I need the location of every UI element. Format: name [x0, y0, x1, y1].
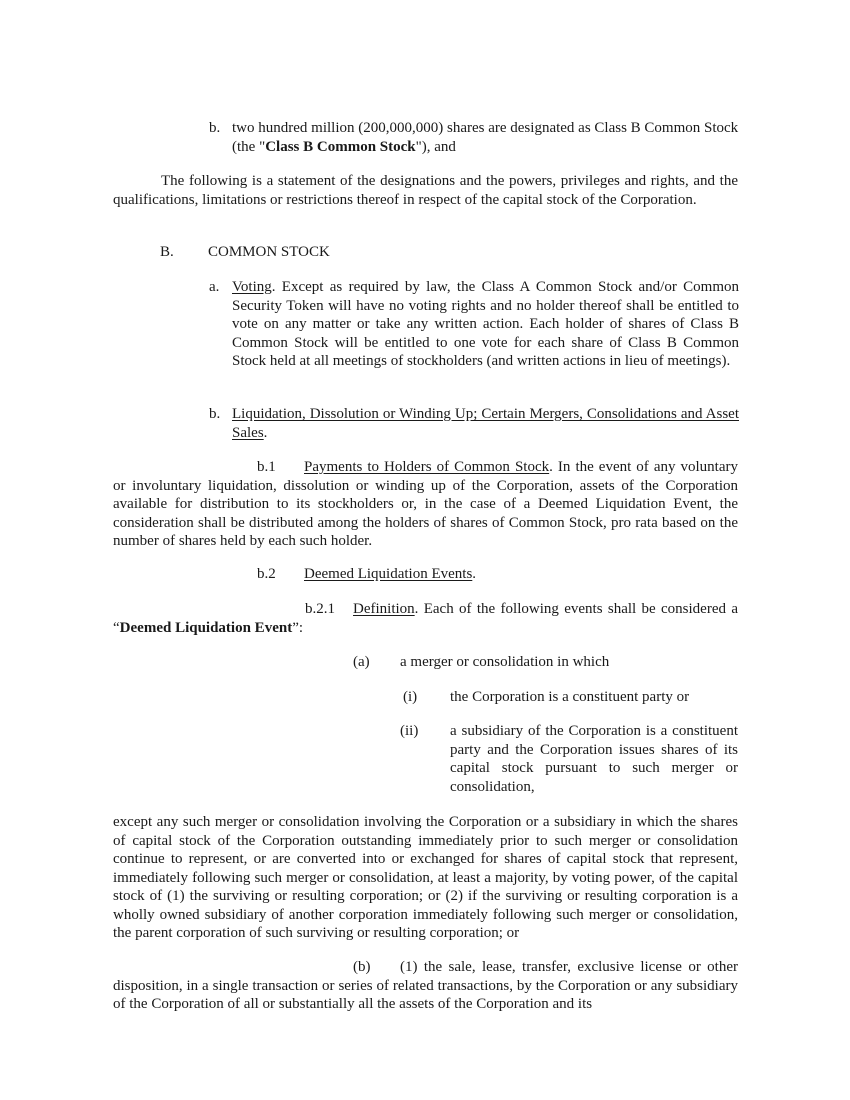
defined-term: Class B Common Stock — [265, 138, 416, 155]
section-heading — [160, 243, 330, 262]
deemed-events-heading: b.2 Deemed Liquidation Events. — [257, 566, 477, 582]
subitem-marker: (a) — [353, 654, 370, 670]
voting-item: a. Voting. Except as required by law, the Class A Common Stock and/or Common Security Token will have no voting rights and no holder thereof shall be entitled to vote on any matter or take any written action. Each holder of shares of Class B Common Stock will be entitled to one vote for each share of Class B Common Stock held at all meetings of stockholders (and written actions in lieu of meetings). — [209, 279, 739, 369]
payments-heading: Payments to Holders of Common Stock — [304, 459, 550, 475]
clause-number: b.2.1 — [305, 601, 335, 617]
item-marker: b. — [209, 406, 221, 422]
subitem-b-paragraph: (b) (1) the sale, lease, transfer, exclusive license or other disposition, in a single transaction or series of related transactions, by the Corporation or any subsidiary of the Corporation of all or substantially all the assets of the Corporation and its — [113, 959, 738, 1012]
definition-paragraph: b.2.1 Definition. Each of the following events shall be considered a “Deemed Liquidation Event”: — [113, 601, 738, 636]
deemed-heading: Deemed Liquidation Events — [304, 566, 473, 582]
definition-heading: Definition — [353, 601, 415, 617]
clause-number: b.1 — [257, 459, 276, 475]
except-paragraph: except any such merger or consolidation involving the Corporation or a subsidiary in which the shares of capital stock of the Corporation outstanding immediately prior to such merger or consolidation continue to represent, or are converted into or exchanged for shares of capital stock that represent, immediately following such merger or consolidation, at least a majority, by voting power, of the capital stock of (1) the surviving or resulting corporation; or (2) if the surviving or resulting corporation is a wholly owned subsidiary of another corporation immediately following such merger or consolidation, the parent corporation of such surviving or resulting corporation; or — [113, 814, 738, 941]
subitem-marker: (b) — [353, 959, 371, 975]
item-marker: b. — [209, 120, 221, 136]
section-letter: B. — [160, 244, 174, 260]
liquidation-item: b. Liquidation, Dissolution or Winding Up; Certain Mergers, Consolidations and Asset Sales. — [209, 406, 739, 441]
subitem-ii: (ii) a subsidiary of the Corporation is a constituent party and the Corporation issues shares of its capital stock pursuant to such merger or consolidation, — [400, 723, 738, 795]
subitem-i: (i) the Corporation is a constituent party or — [403, 689, 690, 705]
class-b-item: b. two hundred million (200,000,000) shares are designated as Class B Common Stock (the "Class B Common Stock"), and — [209, 120, 739, 155]
section-title: COMMON STOCK — [208, 244, 330, 260]
subitem-marker: (ii) — [400, 723, 419, 739]
liquidation-heading: Liquidation, Dissolution or Winding Up; Certain Mergers, Consolidations and Asset Sales — [232, 406, 739, 441]
voting-heading: Voting — [232, 279, 272, 295]
subitem-marker: (i) — [403, 689, 418, 705]
subitem-a: (a) a merger or consolidation in which — [353, 654, 610, 670]
payments-paragraph: b.1 Payments to Holders of Common Stock. In the event of any voluntary or involuntary liquidation, dissolution or winding up of the Corporation, assets of the Corporation available for distribution to its stockholders or, in the case of a Deemed Liquidation Event, the consideration shall be distributed among the holders of shares of Common Stock, pro rata based on the number of shares held by each such holder. — [113, 459, 738, 549]
defined-term: Deemed Liquidation Event — [119, 619, 293, 636]
clause-number: b.2 — [257, 566, 276, 582]
item-marker: a. — [209, 279, 220, 295]
statement-paragraph: The following is a statement of the designations and the powers, privileges and rights, and the qualifications, limitations or restrictions thereof in respect of the capital stock of the Corporation. — [113, 173, 738, 208]
